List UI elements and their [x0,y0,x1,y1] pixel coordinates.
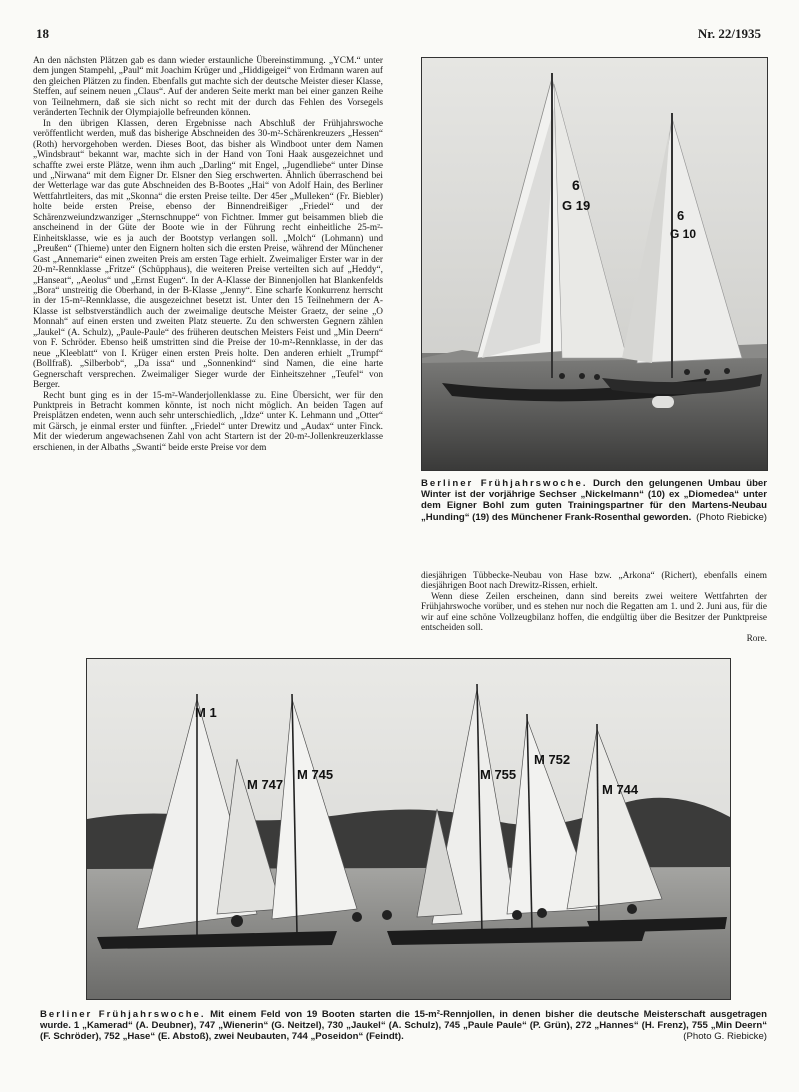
photo1-caption [421,478,767,523]
article-paragraph: Wenn diese Zeilen erscheinen, dann sind bereits zwei weitere Wettfahrten der Frühjahrswoche vorüber, und es stehen nur noch die Regatten am 1. und 2. Juni aus, für die wir auf eine schöne Vollzeugbilanz hoffen, die endgültig über die Besitzer der Punktpreise entscheiden soll. [421,591,767,634]
sail-number-left: G 19 [562,198,591,213]
article-right-column [421,571,767,644]
photo-dinghies-start [86,658,731,1000]
photo-credit: (Photo G. Riebicke) [683,1031,767,1043]
caption-lead: Berliner Frühjahrswoche. [421,478,588,489]
sail-number: M 752 [534,752,571,767]
photo-sixes-image [422,58,767,470]
caption-text: Durch den gelungenen Umbau über Winter ist der vorjährige Sechser „Nickelmann“ (10) ex „Diomedea“ unter dem Eigner Bohl zum guten Trainingspartner für den Martens-Neubau „Hunding“ (19) des Münchener Frank-Rosenthal geworden. [421,478,767,523]
sail-number: M 755 [480,767,517,782]
sail-number: M 745 [297,767,334,782]
photo2-caption [40,1009,767,1043]
article-paragraph: Recht bunt ging es in der 15-m²-Wanderjollenklasse zu. Eine Übersicht, wer für den Punktpreis in Betracht kommen könnte, ist noch nicht möglich. An beiden Tagen auf Preisplätzen endeten, wenn auch sehr unterschiedlich, „Idze“ unter K. Lehmann und „Otter“ mit Gärsch, je einmal erster und fünfter. „Friedel“ unter Drewitz und „Audax“ unter Finck. Mit der wiederum angewachsenen Zahl von acht Startern ist der 20-m²-Jollenkreuzerklasse erschienen, in der Albaths „Swanti“ beide erste Preise vor dem [33,390,383,453]
sail-number: M 747 [247,777,284,792]
sail-class-right: 6 [677,208,685,223]
article-paragraph: An den nächsten Plätzen gab es dann wieder erstaunliche Übereinstimmung. „YCM.“ unter dem jungen Stampehl, „Paul“ mit Joachim Krüger und „Hiddigeigei“ von Erdmann waren auf den gleichen Plätzen zu finden. Ebenfalls gut machte sich der deutsche Meister dieser Klasse, Steffen, auf seinem neuen „Claus“. Auf der anderen Seite merkt man bei einer ganzen Reihe von Teilnehmern, daß sie sich nicht so recht mit der durch das Fehlen des Vorsegels veränderten Technik der Olympiajolle befreunden können. [33,56,383,119]
article-paragraph: diesjährigen Tübbecke-Neubau von Hase bzw. „Arkona“ (Richert), ebenfalls einem diesjährigen Boot nach Drewitz-Rissen, erhielt. [421,571,767,592]
photo-dinghies-image [87,659,730,999]
photo-credit: (Photo Riebicke) [696,511,767,523]
page-number: 18 [36,26,49,41]
caption-text: Mit einem Feld von 19 Booten starten die 15-m²-Rennjollen, in denen bisher die deutsche Meisterschaft ausgetragen wurde. 1 „Kamerad“ (A. Deubner), 747 „Wienerin“ (G. Neitzel), 730 „Jaukel“ (A. Schulz), 745 „Paule Paule“ (P. Grün), 272 „Hannes“ (H. Frenz), 755 „Min Deern“ (F. Schröder), 752 „Hase“ (E. Abstoß), zwei Neubauten, 744 „Poseidon“ (Feindt). [40,1009,767,1043]
sail-number: M 1 [195,705,217,720]
sail-number: M 744 [602,782,639,797]
issue-number: Nr. 22/1935 [697,26,761,41]
article-paragraph: In den übrigen Klassen, deren Ergebnisse nach Abschluß der Frühjahrswoche veröffentlicht werden, muß das bisherige Abschneiden des 30-m²-Schärenkreuzers „Hessen“ (Roth) hervorgehoben werden. Dieses Boot, das bisher als Windboot unter dem Namen „Windsbraut“ bekannt war, machte sich in der Hand von Toni Haak ausgezeichnet und schaffte zwei erste Plätze, wenn ihm auch „Darling“ mit Engel, „Jugendliebe“ unter Dinse und „Nirwana“ mit dem Eigner Dr. Elsner den Sieg erschwerten. Ähnlich überraschend bei der Wetterlage war das gute Abschneiden des B-Bootes „Hai“ von Adolf Hain, des Berliner Wettfahrtleiters, das mit „Skonna“ die ersten Preise teilte. Der 45er „Mulleken“ (Fr. Biebler) holte beide ersten Preise, ebenso der Binnendreißiger „Friedel“ und der Schärenzweiundzwanziger „Sternschnuppe“ von Fichtner. Immer gut beisammen blieb die anscheinend in der Güte der Boote wie in der Führung recht einheitliche 25-m²-Einheitsklasse, wie es ja auch der Bootstyp verlangen soll. „Molch“ (Lohmann) und „Preußen“ (Thieme) unter den Eignern holten sich die ersten Preise, während der Münchener Gast „Annemarie“ einen zweiten Preis am ersten Tage erhielt. Zweimaliger Erster war in der 20-m²-Rennklasse „Fritze“ (Schüpphaus), die weiteren Preise verteilten sich auf „Heddy“, „Hanseat“, „Aeolus“ und „Ernst Eugen“. In der A-Klasse der Binnenjollen hat Blankenfelds „Bora“ unstreitig die Oberhand, in der B-Klasse „Jenny“. Eine scharfe Konkurrenz herrscht in der 15-m²-Rennklasse, die ausgezeichnet besetzt ist. Unter den 15 Teilnehmern der A-Klasse ist selbstverständlich auch der zweimalige deutsche Meister Graetz, der seine „O Monnah“ auf einen ersten und zweiten Platz steuerte. Zu den schwersten Gegnern zählen „Jaukel“ (A. Schulz), „Paule-Paule“ des früheren deutschen Meisters Feist und „Min Deern“ von F. Schröder. Ebenso heiß umstritten sind die Preise der 10-m²-Rennklasse, in der das neue „Kleeblatt“ von I. Krüger einen ersten Preis holte. Den anderen erhielt „Trumpf“ (Bollfraß). „Silberbob“, „Da issa“ und „Sonnenkind“ sind Namen, die eine harte Gegnerschaft versprechen. Zweimaliger Sieger wurde der Einheitszehner „Teufel“ von Berger. [33,118,383,391]
sail-number-right: G 10 [670,227,697,241]
author-signature: Rore. [746,633,767,644]
article-left-column [33,56,383,453]
sail-class-left: 6 [572,177,580,193]
caption-lead: Berliner Frühjahrswoche. [40,1009,206,1020]
photo-sixes-racing [421,57,768,471]
